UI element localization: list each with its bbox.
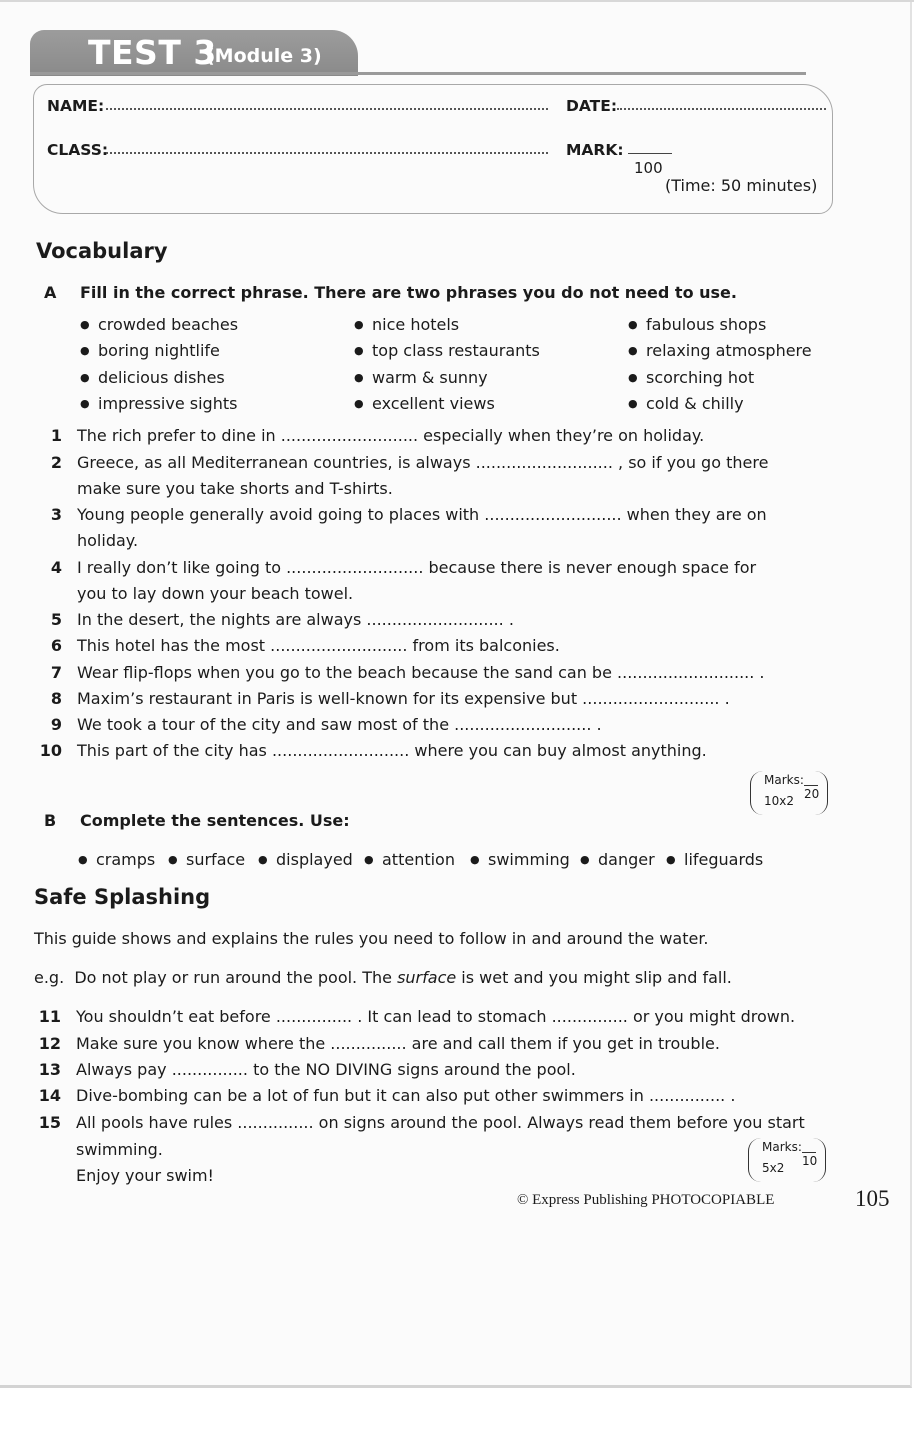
marks-box-b [748, 1138, 826, 1182]
question-number: 5 [50, 610, 62, 629]
question-number: 2 [50, 453, 62, 472]
question-number: 3 [50, 505, 62, 524]
word-item: ● lifeguards [684, 850, 763, 869]
word-item: ● cramps [96, 850, 155, 869]
question-text[interactable]: I really don’t like going to ........................... because there is never enough space for [77, 558, 757, 577]
phrase-item: ● top class restaurants [372, 341, 540, 360]
page-number: 105 [855, 1186, 890, 1211]
question-text[interactable]: Make sure you know where the ............... are and call them if you get in trouble. [76, 1034, 720, 1053]
phrase-item: ● boring nightlife [98, 341, 220, 360]
word-item: ● displayed [276, 850, 353, 869]
question-number: 12 [38, 1034, 61, 1053]
task-b-instruction [44, 811, 350, 830]
marks-score-field[interactable] [804, 785, 818, 786]
class-label: CLASS: [47, 141, 109, 159]
question-text-cont: you to lay down your beach towel. [77, 584, 354, 603]
word-item: ● danger [598, 850, 655, 869]
phrase-item: ● impressive sights [98, 394, 237, 413]
question-text[interactable]: This part of the city has ........................... where you can buy almost anything. [77, 741, 707, 760]
word-item: ● attention [382, 850, 455, 869]
task-a-instruction [44, 283, 737, 302]
copyright-notice: © Express Publishing PHOTOCOPIABLE [517, 1192, 775, 1208]
vocabulary-heading: Vocabulary [36, 239, 168, 263]
question-text[interactable]: Greece, as all Mediterranean countries, is always ........................... , so if you go there [77, 453, 769, 472]
question-text[interactable]: We took a tour of the city and saw most of the ........................... . [77, 715, 602, 734]
name-field[interactable] [106, 108, 548, 110]
phrase-item: ● scorching hot [646, 368, 754, 387]
marks-total: 10 [802, 1154, 818, 1168]
question-text[interactable]: Young people generally avoid going to places with ........................... when they are on [77, 505, 767, 524]
phrase-item: ● cold & chilly [646, 394, 744, 413]
task-b-text: Complete the sentences. Use: [80, 811, 350, 830]
marks-multiplier: 10x2 [764, 794, 795, 808]
test-title: TEST 3 [88, 33, 217, 72]
top-rule [0, 0, 914, 2]
example-line [34, 965, 732, 991]
question-text-cont: swimming. [76, 1140, 163, 1159]
phrase-item: ● excellent views [372, 394, 495, 413]
question-text-cont: holiday. [77, 531, 139, 550]
article-heading: Safe Splashing [34, 885, 211, 909]
question-text[interactable]: In the desert, the nights are always ........................... . [77, 610, 514, 629]
time-limit: (Time: 50 minutes) [665, 176, 818, 195]
marks-label: Marks: [762, 1140, 802, 1154]
question-text[interactable]: All pools have rules ............... on signs around the pool. Always read them before you start [76, 1113, 805, 1132]
question-number: 8 [50, 689, 62, 708]
phrase-item: ● fabulous shops [646, 315, 766, 334]
question-number: 15 [38, 1113, 61, 1132]
date-field[interactable] [617, 108, 826, 110]
closing-line: Enjoy your swim! [76, 1166, 214, 1185]
marks-box-a [750, 771, 828, 815]
mark-total: 100 [634, 159, 663, 177]
marks-score-field[interactable] [802, 1152, 816, 1153]
question-text[interactable]: Wear flip-flops when you go to the beach because the sand can be ........................... . [77, 663, 765, 682]
question-number: 4 [50, 558, 62, 577]
question-text-cont: make sure you take shorts and T-shirts. [77, 479, 393, 498]
question-number: 10 [39, 741, 62, 760]
question-number: 13 [38, 1060, 61, 1079]
marks-total: 20 [804, 787, 820, 801]
banner-rule [30, 72, 806, 75]
phrase-item: ● relaxing atmosphere [646, 341, 812, 360]
module-label: (Module 3) [206, 45, 322, 67]
example-before: Do not play or run around the pool. The [74, 968, 398, 987]
question-number: 6 [50, 636, 62, 655]
mark-field[interactable] [628, 153, 672, 154]
phrase-item: ● warm & sunny [372, 368, 488, 387]
question-text[interactable]: Dive-bombing can be a lot of fun but it can also put other swimmers in ............... . [76, 1086, 736, 1105]
example-answer: surface [397, 968, 457, 987]
mark-label: MARK: [566, 141, 624, 159]
task-a-text: Fill in the correct phrase. There are two phrases you do not need to use. [80, 283, 737, 302]
word-item: ● swimming [488, 850, 570, 869]
phrase-item: ● crowded beaches [98, 315, 238, 334]
question-text[interactable]: You shouldn’t eat before ............... . It can lead to stomach ............... or you might drown. [76, 1007, 796, 1026]
marks-multiplier: 5x2 [762, 1161, 785, 1175]
example-after: is wet and you might slip and fall. [456, 968, 732, 987]
word-item: ● surface [186, 850, 245, 869]
question-number: 7 [50, 663, 62, 682]
phrase-item: ● nice hotels [372, 315, 459, 334]
question-text[interactable]: Always pay ............... to the NO DIVING signs around the pool. [76, 1060, 576, 1079]
question-number: 9 [50, 715, 62, 734]
name-label: NAME: [47, 97, 105, 115]
task-a-letter: A [44, 283, 57, 302]
question-number: 1 [50, 426, 62, 445]
date-label: DATE: [566, 97, 618, 115]
class-field[interactable] [106, 152, 548, 154]
marks-label: Marks: [764, 773, 804, 787]
question-text[interactable]: This hotel has the most ........................... from its balconies. [77, 636, 560, 655]
question-text[interactable]: Maxim’s restaurant in Paris is well-known for its expensive but ........................... . [77, 689, 730, 708]
question-number: 14 [38, 1086, 61, 1105]
example-prefix: e.g. [34, 968, 65, 987]
phrase-item: ● delicious dishes [98, 368, 225, 387]
task-b-letter: B [44, 811, 57, 830]
question-text[interactable]: The rich prefer to dine in ........................... especially when they’re on holiday. [77, 426, 705, 445]
question-number: 11 [38, 1007, 61, 1026]
article-intro: This guide shows and explains the rules you need to follow in and around the water. [34, 929, 709, 948]
